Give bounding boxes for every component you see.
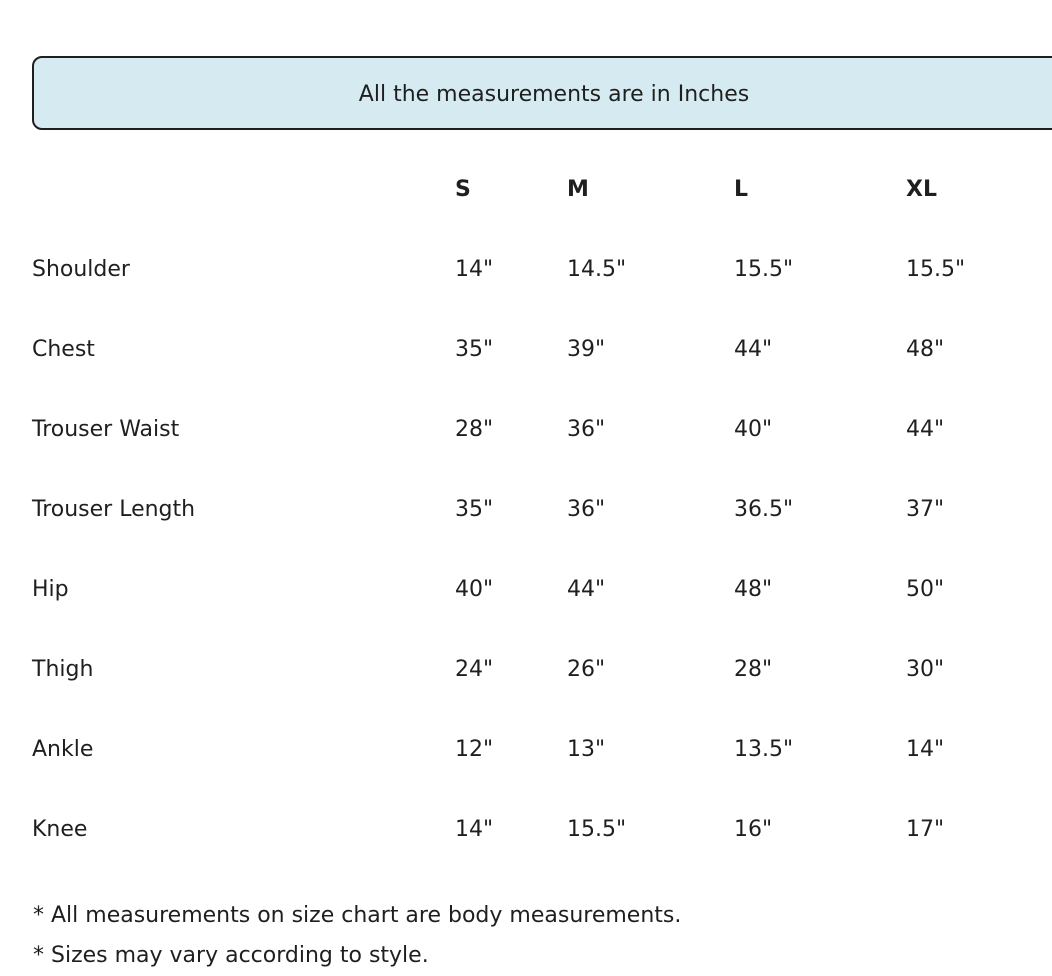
table-row-hip <box>0 572 1052 608</box>
cell-xl: 50" <box>906 577 945 602</box>
cell-xl: 14" <box>906 737 945 762</box>
units-banner <box>32 56 1052 130</box>
cell-l: 16" <box>734 817 773 842</box>
cell-l: 40" <box>734 417 773 442</box>
row-label: Chest <box>32 337 95 362</box>
row-label: Trouser Waist <box>32 417 180 442</box>
cell-xl: 15.5" <box>906 257 966 282</box>
cell-m: 14.5" <box>567 257 627 282</box>
row-label: Ankle <box>32 737 94 762</box>
size-header-l: L <box>734 177 749 202</box>
footnote-sizes-vary: * Sizes may vary according to style. <box>33 943 429 968</box>
cell-m: 26" <box>567 657 606 682</box>
cell-m: 15.5" <box>567 817 627 842</box>
footnote-body-measurements: * All measurements on size chart are body measurements. <box>33 903 682 928</box>
table-row-shoulder <box>0 252 1052 288</box>
cell-m: 13" <box>567 737 606 762</box>
cell-xl: 30" <box>906 657 945 682</box>
cell-m: 39" <box>567 337 606 362</box>
table-row-trouser-length <box>0 492 1052 528</box>
size-header-m: M <box>567 177 589 202</box>
table-row-thigh <box>0 652 1052 688</box>
row-label: Trouser Length <box>32 497 196 522</box>
cell-s: 35" <box>455 337 494 362</box>
cell-m: 36" <box>567 497 606 522</box>
cell-l: 48" <box>734 577 773 602</box>
table-row-trouser-waist <box>0 412 1052 448</box>
cell-l: 13.5" <box>734 737 794 762</box>
cell-m: 36" <box>567 417 606 442</box>
cell-s: 35" <box>455 497 494 522</box>
table-row-knee <box>0 812 1052 848</box>
cell-l: 15.5" <box>734 257 794 282</box>
units-banner-text: All the measurements are in Inches <box>358 82 750 107</box>
cell-l: 28" <box>734 657 773 682</box>
cell-xl: 17" <box>906 817 945 842</box>
cell-s: 12" <box>455 737 494 762</box>
table-row-ankle <box>0 732 1052 768</box>
cell-l: 44" <box>734 337 773 362</box>
cell-m: 44" <box>567 577 606 602</box>
row-label: Hip <box>32 577 69 602</box>
cell-s: 14" <box>455 817 494 842</box>
row-label: Shoulder <box>32 257 130 282</box>
cell-xl: 44" <box>906 417 945 442</box>
cell-xl: 48" <box>906 337 945 362</box>
row-label: Knee <box>32 817 88 842</box>
size-header-s: S <box>455 177 471 202</box>
cell-s: 40" <box>455 577 494 602</box>
row-label: Thigh <box>32 657 94 682</box>
table-row-chest <box>0 332 1052 368</box>
cell-xl: 37" <box>906 497 945 522</box>
cell-l: 36.5" <box>734 497 794 522</box>
cell-s: 28" <box>455 417 494 442</box>
size-header-xl: XL <box>906 177 937 202</box>
cell-s: 14" <box>455 257 494 282</box>
cell-s: 24" <box>455 657 494 682</box>
